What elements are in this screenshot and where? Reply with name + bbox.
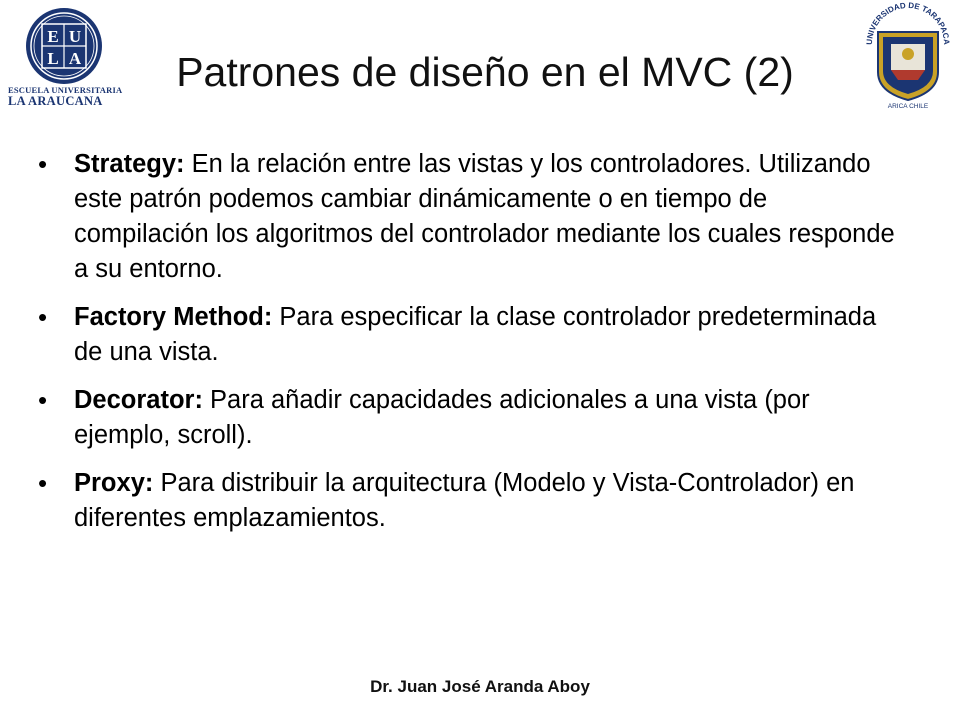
bullet-item-strategy bbox=[38, 147, 898, 287]
bullet-list bbox=[38, 147, 898, 549]
bullet-term: Decorator: bbox=[74, 386, 203, 414]
universidad-tarapaca-seal bbox=[858, 2, 958, 114]
escuela-universitaria-logo bbox=[8, 6, 140, 118]
bullet-term: Proxy: bbox=[74, 469, 154, 497]
bullet-term: Factory Method: bbox=[74, 303, 273, 331]
page-title: Patrones de diseño en el MVC (2) bbox=[176, 49, 794, 95]
seal-letter-l: L bbox=[47, 49, 59, 68]
logo-left-caption bbox=[8, 86, 133, 108]
tarapaca-shield-icon bbox=[858, 2, 958, 112]
bullet-dot: • bbox=[38, 149, 48, 179]
logo-left-line1: ESCUELA UNIVERSITARIA bbox=[8, 85, 123, 95]
seal-bottom-text: ARICA CHILE bbox=[887, 103, 929, 110]
footer-author: Dr. Juan José Aranda Aboy bbox=[370, 677, 590, 696]
bullet-dot: • bbox=[38, 385, 48, 415]
seal-letter-e: E bbox=[47, 27, 59, 46]
seal-letter-u: U bbox=[68, 27, 82, 46]
bullet-item-decorator bbox=[38, 383, 898, 453]
logo-left-line2: LA ARAUCANA bbox=[8, 93, 103, 108]
bullet-text: En la relación entre las vistas y los controladores. Utilizando este patrón podemos cambiar dinámicamente o en tiempo de compilación los algoritmos del controlador mediante los cuales responde a su entorno. bbox=[74, 150, 895, 283]
bullet-dot: • bbox=[38, 302, 48, 332]
bullet-dot: • bbox=[38, 468, 48, 498]
bullet-item-proxy bbox=[38, 466, 898, 536]
bullet-text: Para especificar la clase controlador predeterminada de una vista. bbox=[74, 303, 877, 366]
eula-seal-icon bbox=[8, 6, 128, 86]
seal-letter-a: A bbox=[68, 49, 82, 68]
bullet-item-factory-method bbox=[38, 300, 898, 370]
seal-arc-text: UNIVERSIDAD DE TARAPACA bbox=[864, 2, 952, 45]
bullet-text: Para añadir capacidades adicionales a una vista (por ejemplo, scroll). bbox=[74, 386, 810, 449]
bullet-term: Strategy: bbox=[74, 150, 185, 178]
bullet-text: Para distribuir la arquitectura (Modelo y Vista-Controlador) en diferentes emplazamientos. bbox=[74, 469, 855, 532]
